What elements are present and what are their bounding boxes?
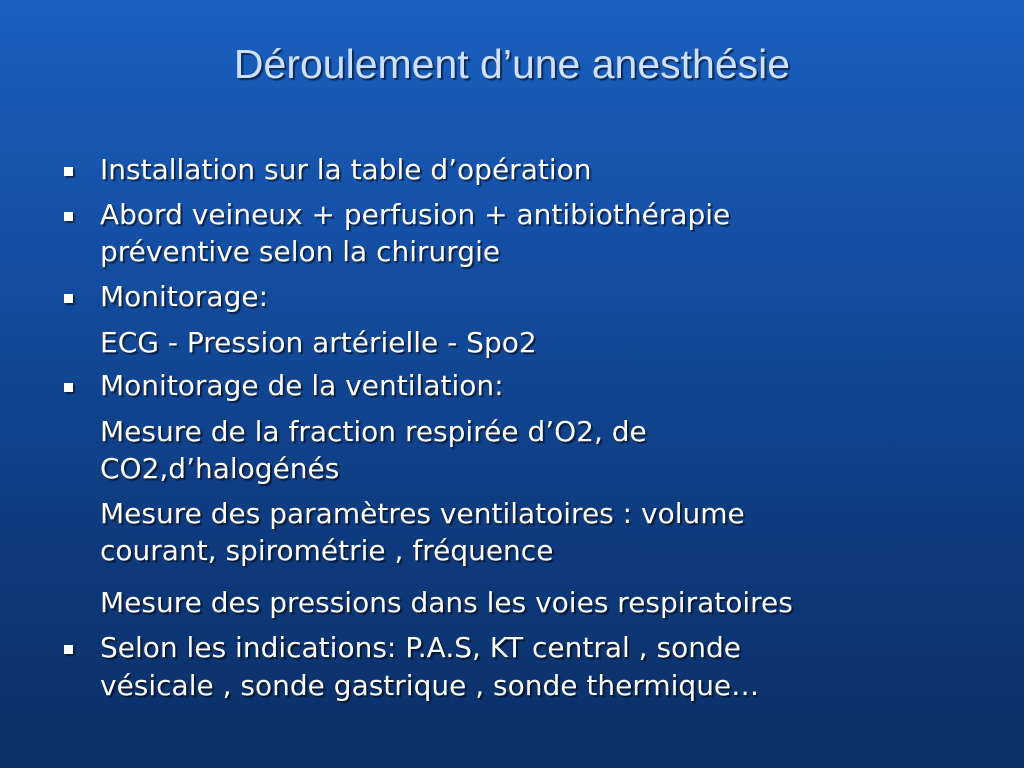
bullet-icon [64, 645, 73, 654]
bullet-icon [64, 167, 73, 176]
item-line: Monitorage: [100, 280, 269, 313]
bullet-icon [64, 383, 73, 392]
item-line: Selon les indications: P.A.S, KT central , sonde [100, 631, 741, 664]
sub-item-line: Mesure des pressions dans les voies respiratoires [100, 586, 793, 619]
bullet-icon [64, 294, 73, 303]
item-line: vésicale , sonde gastrique , sonde thermique… [100, 669, 760, 702]
bullet-icon [64, 212, 73, 221]
sub-item-line: courant, spirométrie , fréquence [100, 534, 554, 567]
sub-item-line: Mesure des paramètres ventilatoires : volume [100, 497, 745, 530]
item-line: Installation sur la table d’opération [100, 153, 592, 186]
item-line: Monitorage de la ventilation: [100, 369, 504, 402]
sub-item-line: ECG - Pression artérielle - Spo2 [100, 326, 537, 359]
item-line: préventive selon la chirurgie [100, 235, 501, 268]
item-line: Abord veineux + perfusion + antibiothérapie [100, 198, 731, 231]
sub-item-line: CO2,d’halogénés [100, 452, 340, 485]
sub-item-line: Mesure de la fraction respirée d’O2, de [100, 415, 647, 448]
slide-title: Déroulement d’une anesthésie [233, 41, 791, 87]
